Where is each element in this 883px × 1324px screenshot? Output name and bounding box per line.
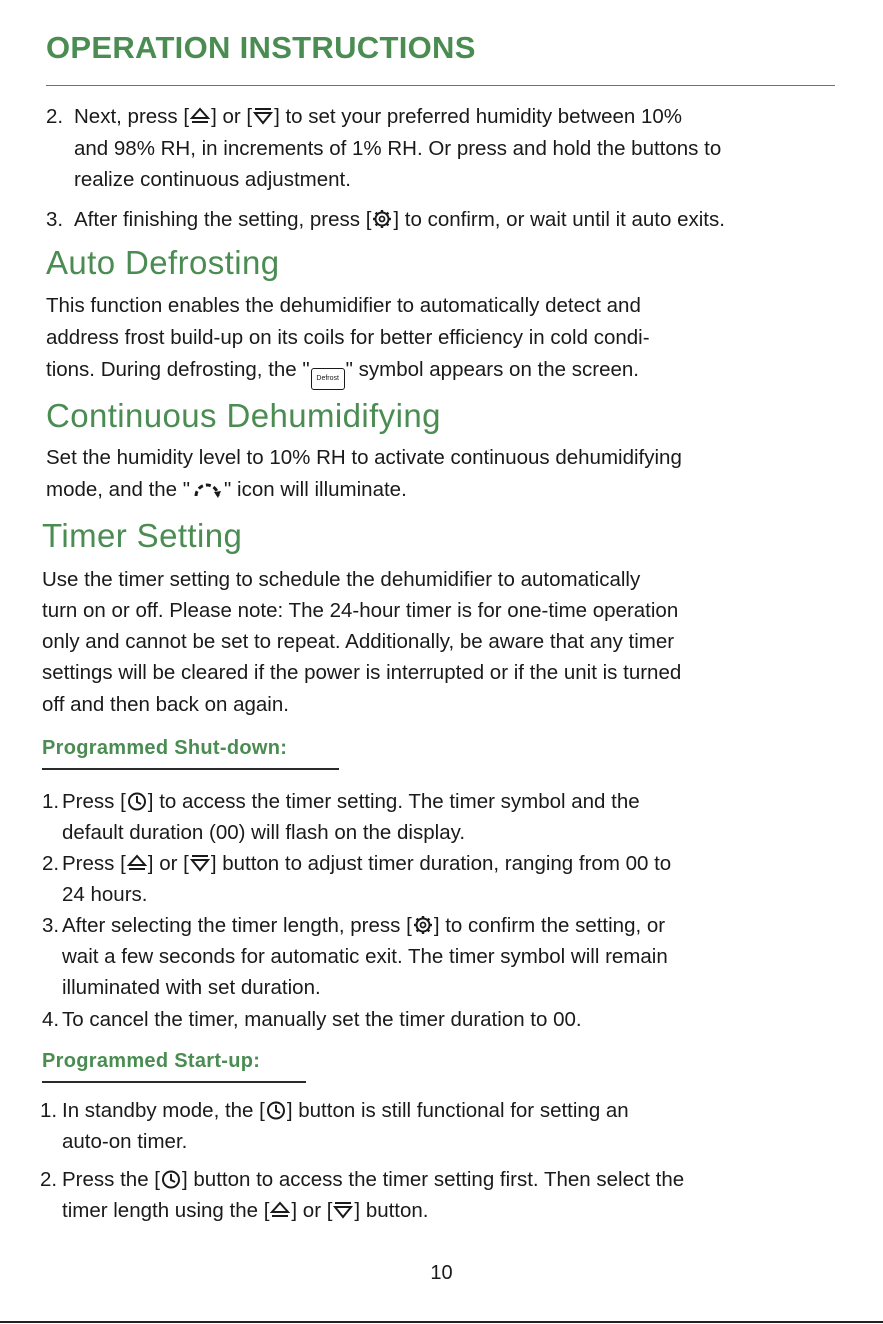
step-text: To cancel the timer, manually set the timer duration to 00. (62, 1008, 582, 1031)
step-text-line2: auto-on timer. (62, 1130, 188, 1153)
up-arrow-icon (189, 106, 211, 126)
up-arrow-icon (269, 1200, 291, 1220)
continuous-heading: Continuous Dehumidifying (46, 397, 441, 434)
auto-defrost-line-3 (46, 354, 639, 390)
text: ] to access the timer setting. The timer symbol and the (147, 790, 640, 813)
continuous-dehumidify-icon (190, 479, 224, 499)
title-divider (46, 85, 835, 86)
down-arrow-icon (252, 106, 274, 126)
step-number: 2. (46, 105, 64, 128)
text: Press the [ (62, 1168, 160, 1191)
auto-defrost-line-1: This function enables the dehumidifier to automatically detect and (46, 294, 641, 317)
text: Press [ (62, 852, 126, 875)
step-text-line2: default duration (00) will flash on the display. (62, 821, 466, 844)
page-title: OPERATION INSTRUCTIONS (46, 30, 476, 65)
gear-icon (371, 209, 393, 229)
timer-line-1: Use the timer setting to schedule the dehumidifier to automatically (42, 568, 641, 591)
timer-line-3: only and cannot be set to repeat. Additionally, be aware that any timer (42, 630, 675, 653)
step-text (62, 848, 671, 880)
timer-line-5: off and then back on again. (42, 693, 289, 716)
text: ] or [ (147, 852, 189, 875)
bottom-divider (0, 1321, 883, 1323)
step-text-line2 (62, 1195, 429, 1227)
timer-icon (160, 1169, 182, 1189)
text: In standby mode, the [ (62, 1099, 265, 1122)
shutdown-heading: Programmed Shut-down: (42, 737, 288, 759)
step-text-a: Next, press [ (74, 105, 190, 128)
text: ] or [ (291, 1199, 333, 1222)
step-text (62, 910, 665, 942)
step-text-c: ] to set your preferred humidity between 10% (274, 105, 683, 128)
step-number: 3. (46, 208, 64, 231)
startup-heading: Programmed Start-up: (42, 1050, 261, 1072)
text: ] button. (354, 1199, 429, 1222)
continuous-line-2 (46, 474, 407, 506)
step-number: 3. (42, 914, 60, 937)
gear-icon (412, 915, 434, 935)
page-number: 10 (430, 1262, 453, 1284)
timer-icon (126, 791, 148, 811)
step-text-b: ] to confirm, or wait until it auto exits. (393, 208, 725, 231)
timer-icon (265, 1100, 287, 1120)
text: Press [ (62, 790, 126, 813)
step-number: 4. (42, 1008, 60, 1031)
step-text (62, 1095, 629, 1127)
step-text-line2: wait a few seconds for automatic exit. The timer symbol will remain (62, 945, 668, 968)
down-arrow-icon (189, 853, 211, 873)
step-text-line2: 24 hours. (62, 883, 148, 906)
down-arrow-icon (332, 1200, 354, 1220)
text: timer length using the [ (62, 1199, 270, 1222)
step-text (74, 204, 725, 236)
step-text-line3: illuminated with set duration. (62, 976, 321, 999)
step-number: 1. (42, 790, 60, 813)
step-text-line2: and 98% RH, in increments of 1% RH. Or press and hold the buttons to (74, 136, 722, 160)
step-number: 2. (40, 1168, 58, 1191)
text: mode, and the " (46, 478, 191, 501)
text: " symbol appears on the screen. (345, 358, 639, 381)
text: " icon will illuminate. (224, 478, 407, 501)
defrost-symbol: Defrost (311, 368, 345, 390)
up-arrow-icon (126, 853, 148, 873)
step-text (62, 786, 640, 818)
text: ] to confirm the setting, or (433, 914, 666, 937)
shutdown-underline (42, 768, 339, 770)
text: After selecting the timer length, press [ (62, 914, 412, 937)
step-text (74, 101, 682, 133)
auto-defrost-heading: Auto Defrosting (46, 244, 280, 281)
step-text-b: ] or [ (211, 105, 253, 128)
continuous-line-1: Set the humidity level to 10% RH to activate continuous dehumidifying (46, 446, 682, 469)
step-text-a: After finishing the setting, press [ (74, 208, 372, 231)
step-number: 1. (40, 1099, 58, 1122)
text: ] button to adjust timer duration, ranging from 00 to (210, 852, 672, 875)
auto-defrost-line-2: address frost build-up on its coils for better efficiency in cold condi- (46, 326, 650, 349)
timer-line-4: settings will be cleared if the power is interrupted or if the unit is turned (42, 661, 682, 684)
timer-line-2: turn on or off. Please note: The 24-hour timer is for one-time operation (42, 599, 679, 622)
timer-heading: Timer Setting (42, 517, 243, 554)
step-text-line3: realize continuous adjustment. (74, 168, 351, 191)
text: tions. During defrosting, the " (46, 358, 310, 381)
step-text (62, 1164, 684, 1196)
step-number: 2. (42, 852, 60, 875)
text: ] button is still functional for setting an (286, 1099, 629, 1122)
startup-underline (42, 1081, 306, 1083)
text: ] button to access the timer setting first. Then select the (182, 1168, 685, 1191)
